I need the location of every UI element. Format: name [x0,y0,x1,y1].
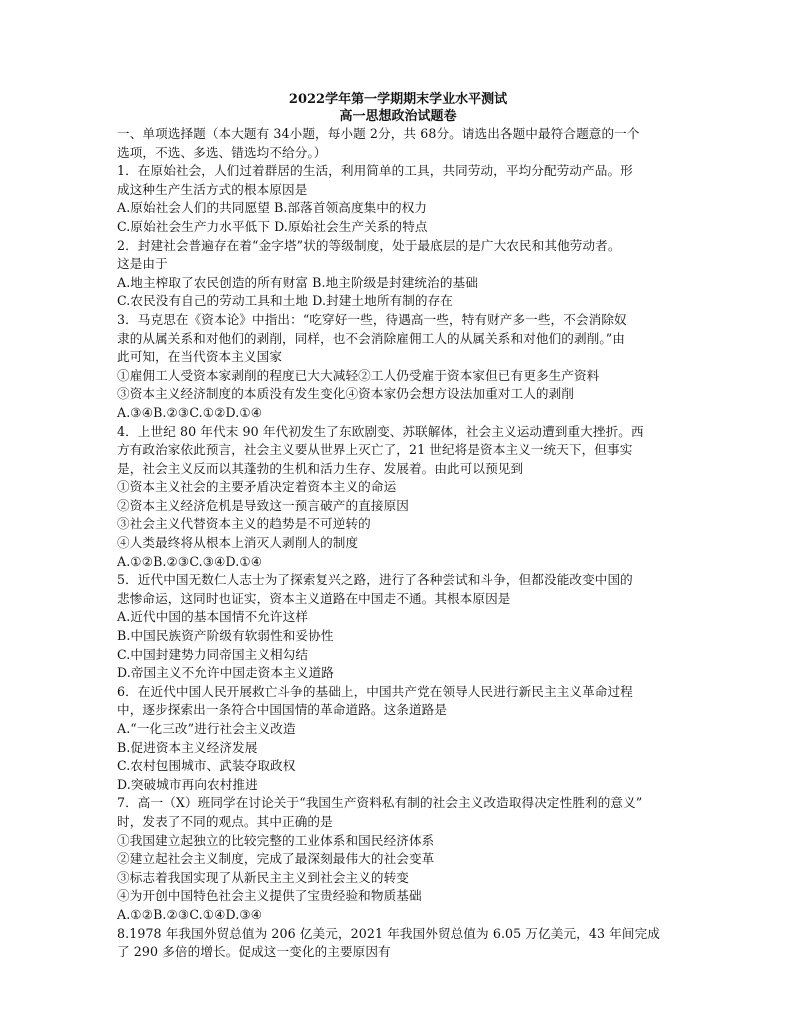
text-line: ④为开创中国特色社会主义提供了宝贵经验和物质基础 [117,888,422,904]
text-line: B.中国民族资产阶级有软弱性和妥协性 [117,628,334,644]
text-line: A.①②B.②③C.①④D.③④ [117,906,263,922]
text-line: 是，社会主义反而以其蓬勃的生机和活力生存、发展着。由此可以预见到 [117,460,524,476]
text-line: 成这种生产生活方式的根本原因是 [117,181,308,197]
text-line: ①雇佣工人受资本家剥削的程度已大大减轻②工人仍受雇于资本家但已有更多生产资料 [117,367,600,383]
exam-title: 2022学年第一学期期末学业水平测试 [288,92,508,107]
text-line: 时，发表了不同的观点。其中正确的是 [117,813,333,829]
text-line: C.中国封建势力同帝国主义相勾结 [117,646,309,662]
text-line: 5．近代中国无数仁人志士为了探索复兴之路，进行了各种尝试和斗争，但都没能改变中国的 [117,572,633,588]
text-line: ①资本主义社会的主要矛盾决定着资本主义的命运 [117,479,397,495]
text-line: 此可知，在当代资本主义国家 [117,349,283,365]
text-line: ①我国建立起独立的比较完整的工业体系和国民经济体系 [117,832,435,848]
text-line: 了 290 多倍的增长。促成这一变化的主要原因有 [117,944,391,960]
text-line: 隶的从属关系和对他们的剥削，同样，也不会消除雇佣工人的从属关系和对他们的剥削。”由 [117,330,625,346]
text-line: 2．封建社会普遍存在着“金字塔”状的等级制度，处于最底层的是广大农民和其他劳动者。 [117,237,621,253]
text-line: ②建立起社会主义制度，完成了最深刻最伟大的社会变革 [117,851,435,867]
text-line: 4．上世纪 80 年代末 90 年代初发生了东欧剧变、苏联解体，社会主义运动遭到重大挫折。西 [117,423,644,439]
text-line: 3．马克思在《资本论》中指出：“吃穿好一些，待遇高一些，特有财产多一些，不会消除奴 [117,311,627,327]
text-line: 悲惨命运，这同时也证实，资本主义道路在中国走不通。其根本原因是 [117,590,511,606]
text-line: C.原始社会生产力水平低下 D.原始社会生产关系的特点 [117,218,428,234]
text-line: ③社会主义代替资本主义的趋势是不可逆转的 [117,516,371,532]
text-line: C.农村包围城市、武装夺取政权 [117,758,296,774]
text-line: 6．在近代中国人民开展救亡斗争的基础上，中国共产党在领导人民进行新民主主义革命过程 [117,683,633,699]
text-line: B.促进资本主义经济发展 [117,739,258,755]
text-line: 方有政治家依此预言，社会主义要从世界上灭亡了，21 世纪将是资本主义一统天下，但事实 [117,442,633,458]
text-line: 这是由于 [117,256,168,272]
text-line: 一、单项选择题（本大题有 34小题，每小题 2分，共 68分。请选出各题中最符合题意的一个 [117,126,640,141]
text-line: ②资本主义经济危机是导致这一预言破产的直接原因 [117,497,409,513]
text-line: ③标志着我国实现了从新民主主义到社会主义的转变 [117,869,409,885]
text-line: A.①②B.②③C.③④D.①④ [117,553,263,569]
question-text [117,125,679,962]
exam-subtitle: 高一思想政治试题卷 [339,109,457,124]
text-line: ③资本主义经济制度的本质没有发生变化④资本家仍会想方设法加重对工人的剥削 [117,386,574,402]
text-line: 1．在原始社会，人们过着群居的生活，利用简单的工具，共同劳动，平均分配劳动产品。形 [117,163,633,179]
text-line: A.近代中国的基本国情不允许这样 [117,609,309,625]
text-line: C.农民没有自己的劳动工具和土地 D.封建土地所有制的存在 [117,293,453,309]
text-line: ④人类最终将从根本上消灭人剥削人的制度 [117,535,359,551]
text-line: A.地主榨取了农民创造的所有财富 B.地主阶级是封建统治的基础 [117,274,478,290]
text-line: A.③④B.②③C.①②D.①④ [117,404,263,420]
text-line: 中，逐步探索出一条符合中国国情的革命道路。这条道路是 [117,702,448,718]
text-line: 8.1978 年我国外贸总值为 206 亿美元，2021 年我国外贸总值为 6.05 万亿美元，43 年间完成 [117,925,660,941]
text-line: A.“一化三改”进行社会主义改造 [117,721,296,736]
text-line: A.原始社会人们的共同愿望 B.部落首领高度集中的权力 [117,200,428,216]
text-line: 选项，不选、多选、错选均不给分。） [117,144,327,160]
text-line: D.突破城市再向农村推进 [117,776,258,792]
text-line: D.帝国主义不允许中国走资本主义道路 [117,665,334,681]
text-line: 7．高一（X）班同学在讨论关于“我国生产资料私有制的社会主义改造取得决定性胜利的意义” [117,795,643,811]
exam-content [117,92,679,962]
